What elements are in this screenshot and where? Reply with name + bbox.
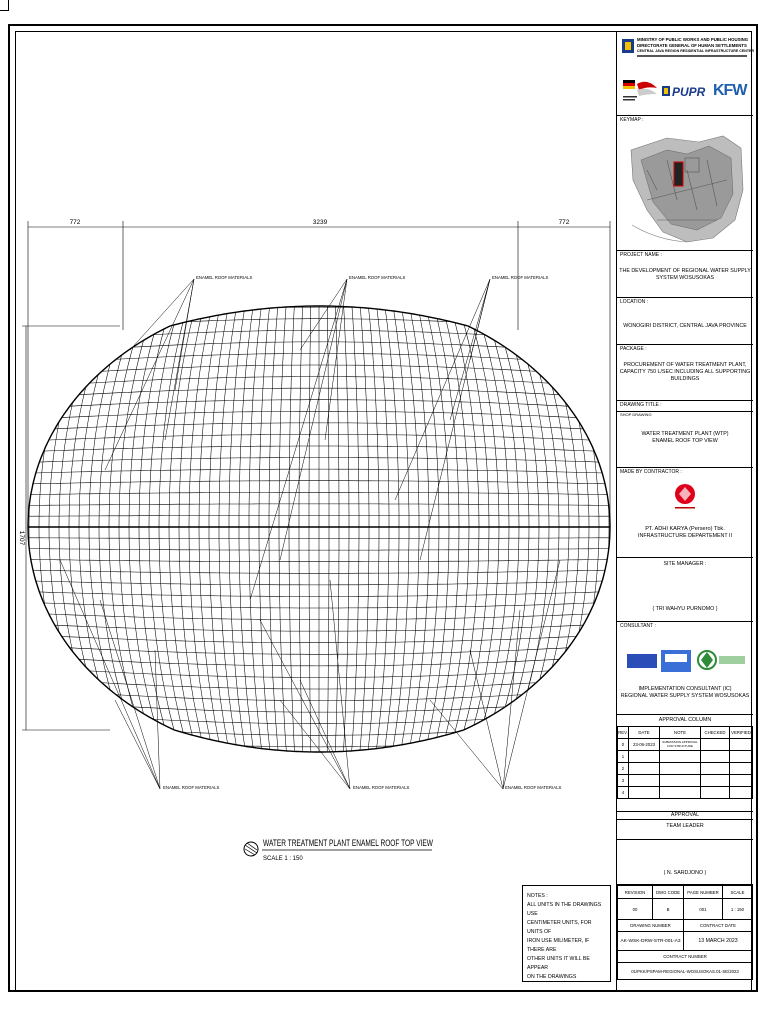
hdr-contract-number: CONTRACT NUMBER — [618, 951, 753, 963]
contractor-section — [617, 468, 753, 558]
grid-row-line — [19, 591, 616, 596]
leader-line — [300, 680, 350, 789]
grid-row-line — [19, 504, 616, 506]
german-cooperation-logo — [621, 78, 659, 104]
package-line-1: PROCUREMENT OF WATER TREATMENT PLANT, — [623, 362, 747, 368]
view-title-symbol — [244, 842, 258, 856]
grid-row-line — [19, 400, 616, 409]
revision-value: 00 — [618, 899, 653, 920]
notes-box — [522, 885, 611, 982]
dimension-lines — [22, 221, 610, 730]
col-date: DATE — [629, 727, 660, 739]
callout-top-right: ENAMEL ROOF MATERIALS — [492, 275, 549, 280]
grid-row-line — [19, 645, 616, 654]
grid-row-line — [19, 446, 616, 452]
leader-line — [280, 700, 350, 789]
team-leader-name: ( N. SARDJONO ) — [663, 870, 707, 876]
grid-row-line — [19, 284, 616, 302]
hdr-revision: REVISION — [618, 886, 653, 899]
keymap-label: KEYMAP : — [620, 117, 644, 123]
grid-row-line — [19, 330, 616, 345]
col-checked: CHECKED — [701, 727, 730, 739]
callout-top-left: ENAMEL ROOF MATERIALS — [196, 275, 253, 280]
project-name-label: PROJECT NAME : — [620, 252, 662, 258]
page-number-value: 001 — [684, 899, 723, 920]
package-line-2: CAPACITY 750 L/SEC INCLUDING ALL SUPPORTING — [619, 369, 751, 375]
dimension-vertical: 1707 — [18, 530, 25, 546]
notes-line: OTHER UNITS IT WILL BE APPEAR — [527, 956, 590, 971]
hdr-contract-date: CONTRACT DATE — [684, 920, 753, 932]
grid-row-line — [19, 666, 616, 677]
row-rev: 1 — [618, 751, 629, 763]
row-date — [629, 751, 660, 763]
callout-bottom-left: ENAMEL ROOF MATERIALS — [163, 785, 220, 790]
col-verified: VERIFIED — [730, 727, 753, 739]
site-manager-section — [617, 558, 753, 622]
dwg-code-value: B — [653, 899, 684, 920]
grid-row-line — [19, 377, 616, 388]
pupr-logo-icon — [661, 85, 671, 97]
location-section — [617, 298, 753, 345]
table-row — [618, 787, 753, 799]
drawing-title-line-2: ENAMEL ROOF TOP VIEW — [652, 438, 718, 444]
made-by-label: MADE BY CONTRACTOR : — [620, 469, 682, 475]
dimension-center: 3239 — [312, 219, 328, 226]
grid-row-line — [19, 613, 616, 620]
location-value: WONOGIRI DISTRICT, CENTRAL JAVA PROVINCE — [623, 323, 747, 329]
row-note — [660, 751, 701, 763]
notes-title: NOTES : — [527, 893, 548, 899]
drawing-number-value: AK-WSK-DRW-STR-001-A3 — [618, 932, 684, 951]
row-date: 23-06-2023 — [629, 739, 660, 751]
callout-bottom-right: ENAMEL ROOF MATERIALS — [505, 785, 562, 790]
hdr-dwg-code: DWG CODE — [653, 886, 684, 899]
grid-row-line — [19, 709, 616, 724]
consultant-line-2: REGIONAL WATER SUPPLY SYSTEM WOSUSOKAS — [620, 693, 750, 699]
grid-row-line — [19, 559, 616, 562]
approval-column-section — [617, 715, 753, 840]
contractor-line-1: PT. ADHI KARYA (Persero) Tbk. — [645, 526, 725, 532]
package-section — [617, 345, 753, 401]
row-note — [660, 763, 701, 775]
row-date — [629, 775, 660, 787]
leader-line — [130, 279, 194, 350]
shop-drawing-label: SHOP DRAWING — [620, 412, 652, 417]
view-scale: SCALE 1 : 150 — [263, 856, 303, 862]
col-note: NOTE — [660, 727, 701, 739]
row-note — [660, 775, 701, 787]
contract-date-value: 13 MARCH 2023 — [684, 932, 753, 951]
notes-line: ON THE DRAWINGS — [527, 974, 577, 980]
grid-row-line — [19, 548, 616, 550]
callout-bottom-center: ENAMEL ROOF MATERIALS — [353, 785, 410, 790]
team-leader-section — [617, 840, 753, 885]
view-title: WATER TREATMENT PLANT ENAMEL ROOF TOP VIEW — [263, 838, 434, 848]
leader-line — [430, 700, 503, 789]
adhi-karya-logo — [673, 482, 697, 512]
consultant-logos — [625, 644, 747, 680]
package-label: PACKAGE : — [620, 346, 647, 352]
project-name-line-1: THE DEVELOPMENT OF REGIONAL WATER SUPPLY — [619, 268, 751, 274]
grid-row-line — [19, 602, 616, 608]
pupr-logo: PUPR — [672, 85, 706, 99]
leader-line — [503, 610, 520, 789]
notes-line: IRON USE MILIMETER, IF THERE ARE — [527, 938, 590, 953]
dimension-left: 772 — [69, 219, 81, 226]
row-note — [660, 787, 701, 799]
table-row — [618, 775, 753, 787]
hdr-drawing-number: DRAWING NUMBER — [618, 920, 684, 932]
row-rev: 3 — [618, 775, 629, 787]
leader-line — [100, 600, 160, 789]
title-block — [616, 32, 755, 991]
team-leader-label: TEAM LEADER — [666, 823, 704, 829]
header-section — [617, 32, 753, 116]
approval-column-title: APPROVAL COLUMN — [658, 717, 712, 723]
grid-row-line — [19, 481, 616, 484]
location-label: LOCATION : — [620, 299, 648, 305]
grid-row-line — [19, 319, 616, 334]
hdr-page-number: PAGE NUMBER — [684, 886, 723, 899]
grid-row-line — [19, 434, 616, 441]
approval-divider — [617, 819, 753, 820]
table-row — [618, 739, 753, 751]
ministry-line-3: CENTRAL JAVA REGION RESIDENTIAL INFRASTRUCTURE CENTER — [637, 49, 755, 53]
consultant-line-1: IMPLEMENTATION CONSULTANT (IC) — [638, 686, 732, 692]
drawing-title-label: DRAWING TITLE : — [620, 402, 662, 408]
grid-row-line — [19, 515, 616, 516]
drawing-info-table — [617, 885, 753, 980]
leader-line — [330, 580, 350, 789]
callout-top-center: ENAMEL ROOF MATERIALS — [349, 275, 406, 280]
consultant-section — [617, 622, 753, 715]
row-rev: 0 — [618, 739, 629, 751]
leader-line — [105, 279, 194, 470]
consultant-label: CONSULTANT : — [620, 623, 656, 629]
row-date — [629, 787, 660, 799]
grid-row-line — [19, 353, 616, 366]
drawing-title-section — [617, 401, 753, 468]
project-name-section — [617, 251, 753, 298]
dimension-right: 772 — [558, 219, 570, 226]
leader-line — [60, 560, 160, 789]
ministry-address — [637, 55, 747, 57]
leader-line — [395, 279, 490, 500]
grid-row-line — [19, 307, 616, 323]
row-rev: 4 — [618, 787, 629, 799]
roof-grid — [19, 284, 616, 770]
row-note: SUBMISSION APPROVAL FOR STRUCTURE — [660, 739, 701, 751]
keymap-section — [617, 116, 753, 251]
grid-row-line — [19, 741, 616, 758]
grid-row-line — [19, 752, 616, 770]
notes-line: ALL UNITS IN THE DRAWINGS USE — [527, 902, 602, 917]
grid-row-line — [19, 570, 616, 573]
leader-line — [250, 279, 347, 600]
project-name-line-2: SYSTEM WOSUSOKAS — [656, 275, 714, 281]
table-row — [618, 763, 753, 775]
approval-label: APPROVAL — [617, 811, 753, 819]
row-date — [629, 763, 660, 775]
kfw-logo: KFW — [713, 82, 747, 99]
grid-row-line — [19, 731, 616, 747]
row-rev: 2 — [618, 763, 629, 775]
contractor-line-2: INFRASTRUCTURE DEPARTEMENT II — [638, 533, 732, 539]
leader-line — [175, 279, 194, 390]
grid-row-line — [19, 492, 616, 495]
table-row — [618, 751, 753, 763]
keymap-image — [627, 130, 745, 245]
leader-line — [115, 700, 160, 789]
site-manager-label: SITE MANAGER : — [663, 561, 707, 567]
col-rev: REV. — [618, 727, 629, 739]
leader-line — [420, 279, 490, 560]
ministry-logo — [621, 38, 635, 54]
site-manager-name: ( TRI WAHYU PURNOMO ) — [652, 606, 718, 612]
notes-line: CENTIMETER UNITS, FOR UNITS OF — [527, 920, 592, 935]
scale-value: 1 : 150 — [723, 899, 753, 920]
hdr-scale: SCALE — [723, 886, 753, 899]
ministry-line-1: MINISTRY OF PUBLIC WORKS AND PUBLIC HOUSING — [637, 37, 749, 42]
drawing-title-line-1: WATER TREATMENT PLANT (WTP) — [641, 431, 729, 437]
grid-row-line — [19, 538, 616, 539]
leader-line — [300, 279, 347, 350]
package-line-3: BUILDINGS — [670, 376, 700, 382]
grid-row-line — [19, 296, 616, 313]
contract-number-value: 01/PKK/PSPAM-REGIONAL-WOSUSOKAS.01-SE/2023 — [618, 963, 753, 980]
grid-row-line — [19, 423, 616, 431]
ministry-line-2: DIRECTORATE GENERAL OF HUMAN SETTLEMENTS — [637, 43, 747, 48]
approval-table — [617, 726, 753, 799]
